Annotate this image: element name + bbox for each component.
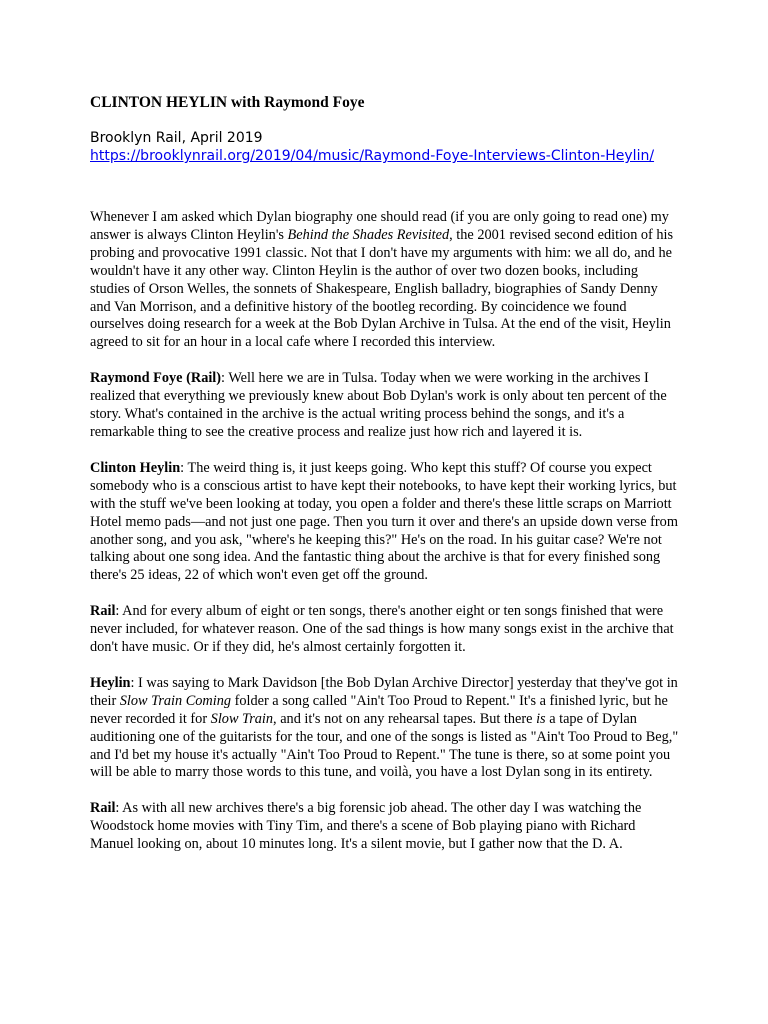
paragraph-text: , and it's not on any rehearsal tapes. But there — [273, 710, 537, 727]
paragraph — [90, 460, 680, 585]
paragraph — [90, 370, 680, 442]
article-link[interactable]: https://brooklynrail.org/2019/04/music/Raymond-Foye-Interviews-Clinton-Heylin/ — [90, 148, 655, 164]
paragraph-text: : Well here we are in Tulsa. Today when we were working in the archives I realized that everything we previously knew about Bob Dylan's work is only about ten percent of the story. What's contained in the archive is the actual writing process behind the songs, and it's a remarkable thing to see the creative process and realize just how rich and layered it is. — [90, 370, 667, 440]
speaker-name: Rail — [90, 603, 116, 620]
italic-title: Slow Train — [210, 710, 274, 727]
italic-title: Behind the Shades Revisited — [287, 226, 450, 243]
paragraph-text: : And for every album of eight or ten songs, there's another eight or ten songs finished that were never included, for whatever reason. One of the sad things is how many songs exist in the archive that don't have music. Or if they did, he's almost certainly forgotten it. — [90, 603, 674, 656]
paragraph-text: : The weird thing is, it just keeps going. Who kept this stuff? Of course you expect somebody who is a conscious artist to have kept their notebooks, to have kept their working lyrics, but with the stuff we've been looking at today, you open a folder and there's these little scraps on Marriott Hotel memo pads—and not just one page. Then you turn it over and there's an upside down verse from another song, and you ask, "where's he keeping this?" He's on the road. In his guitar case? We're not talking about one song idea. And the fantastic thing about the archive is that for every finished song there's 25 ideas, 22 of which won't even get off the ground. — [90, 459, 678, 584]
speaker-name: Rail — [90, 800, 116, 817]
paragraph-text: : I was saying to Mark Davidson [the Bob Dylan Archive Director] yesterday that they've got in their — [90, 674, 678, 709]
paragraph-text: : As with all new archives there's a big forensic job ahead. The other day I was watching the Woodstock home movies with Tiny Tim, and there's a scene of Bob playing piano with Richard Manuel looking on, about 10 minutes long. It's a silent movie, but I gather now that the D. A. — [90, 800, 642, 853]
article-body — [90, 209, 680, 854]
italic-title: is — [536, 710, 546, 727]
paragraph-text: , the 2001 revised second edition of his probing and provocative 1991 classic. Not that I don't have my arguments with him: we all do, and he wouldn't have it any other way. Clinton Heylin is the author of over two dozen books, including studies of Orson Welles, the sonnets of Shakespeare, English balladry, biographies of Sandy Denny and Van Morrison, and a definitive history of the bootleg recording. By coincidence we found ourselves doing research for a week at the Bob Dylan Archive in Tulsa. At the end of the visit, Heylin agreed to sit for an hour in a local cafe where I recorded this interview. — [90, 226, 674, 351]
paragraph — [90, 603, 680, 657]
paragraph — [90, 800, 680, 854]
paragraph-text: Whenever I am asked which Dylan biography one should read (if you are only going to read one) my answer is always Clinton Heylin's — [90, 209, 669, 243]
speaker-name: Heylin — [90, 674, 131, 691]
source-line: Brooklyn Rail, April 2019 — [90, 130, 263, 146]
speaker-name: Clinton Heylin — [90, 459, 181, 476]
article-title: CLINTON HEYLIN with Raymond Foye — [90, 94, 365, 111]
paragraph — [90, 209, 680, 352]
paragraph-text: a tape of Dylan auditioning one of the guitarists for the tour, and one of the songs is listed as "Ain't Too Proud to Beg," and I'd bet my house it's actually "Ain't Too Proud to Repent." The tune is there, so at some point you will be able to marry those words to this tune, and voilà, you have a lost Dylan song in its entirety. — [90, 710, 679, 781]
speaker-name: Raymond Foye (Rail) — [90, 370, 222, 387]
italic-title: Slow Train Coming — [119, 692, 232, 709]
paragraph-text: folder a song called "Ain't Too Proud to Repent." It's a finished lyric, but he never recorded it for — [90, 692, 668, 727]
paragraph — [90, 675, 680, 782]
document-page — [90, 93, 680, 872]
